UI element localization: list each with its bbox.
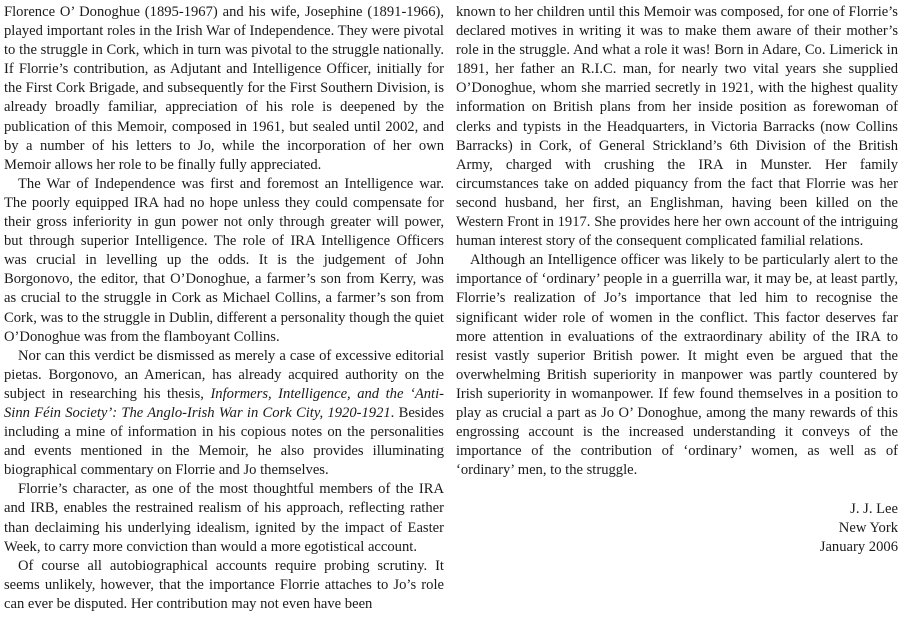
right-column — [456, 3, 898, 631]
document-page — [4, 3, 898, 631]
paragraph-borgonovo — [4, 347, 444, 481]
paragraph-scrutiny: Of course all autobiographical accounts require probing scrutiny. It seems unlikely, however, that the importance Florrie attaches to Jo’s role can ever be disputed. Her contribution may not even have been — [4, 557, 444, 612]
author-name: J. J. Lee — [850, 501, 898, 518]
signoff — [456, 500, 898, 557]
author-place: New York — [838, 520, 898, 537]
paragraph-character: Florrie’s character, as one of the most thoughtful members of the IRA and IRB, enables the restrained realism of his approach, reflecting rather than declaiming his underlying idealism, ignited by the impact of Easter Week, to carry more conviction than would a more egotistical account. — [4, 481, 444, 555]
left-column — [4, 3, 444, 631]
paragraph-borgonovo-text-b: . Besides including a mine of information in his copious notes on the personalities and events mentioned in the Memoir, he also provides illuminating biographical commentary on Florrie and Jo themselves. — [4, 404, 444, 479]
thesis-title: Informers, Intelligence, and the ‘Anti-Sinn Féin Society’: The Anglo-Irish War in Cork City, 1920-1921 — [4, 385, 444, 421]
paragraph-intro: Florence O’ Donoghue (1895-1967) and his wife, Josephine (1891-1966), played important roles in the Irish War of Independence. They were pivotal to the struggle in Cork, which in turn was pivotal to the struggle nationally. If Florrie’s contribution, as Adjutant and Intelligence Officer, initially for the First Cork Brigade, and subsequently for the First Southern Division, is already broadly familiar, appreciation of his role is deepened by the publication of this Memoir, composed in 1961, but sealed until 2002, and by a number of his letters to Jo, while the incorporation of her own Memoir allows her role to be finally fully appreciated. — [4, 4, 444, 173]
paragraph-jo-role: known to her children until this Memoir was composed, for one of Florrie’s declared motives in writing it was to make them aware of their mother’s role in the struggle. And what a role it was! Born in Adare, Co. Limerick in 1891, her father an R.I.C. man, for nearly two vital years she supplied O’Donoghue, whom she married secretly in 1921, with the highest quality information on British plans from her inside position as forewoman of clerks and typists in the Headquarters, in Victoria Barracks (now Collins Barracks) in Cork, of General Strickland’s 6th Division of the British Army, charged with crushing the IRA in Munster. Her family circumstances take on added piquancy from the fact that Florrie was her second husband, her first, an Englishman, having been killed on the Western Front in 1917. She provides here her own account of the intriguing human interest story of the consequent complicated familial relations. — [456, 4, 898, 250]
author-date: January 2006 — [819, 539, 898, 556]
paragraph-women: Although an Intelligence officer was likely to be particularly alert to the importance of ‘ordinary’ people in a guerrilla war, it may be, at least partly, Florrie’s realization of Jo’s importance that led him to recognise the significant wider role of women in the conflict. This factor deserves far more attention in evaluations of the extraordinary ability of the IRA to resist vastly superior British power. It might even be argued that the overwhelming British superiority in manpower was partly countered by Irish superiority in womanpower. If few found themselves in a position to play as crucial a part as Jo O’ Donoghue, among the many rewards of this engrossing account is the increased understanding it conveys of the importance of the contribution of ‘ordinary’ women, as well as of ‘ordinary’ men, to the struggle. — [456, 252, 898, 479]
paragraph-intelligence-war: The War of Independence was first and foremost an Intelligence war. The poorly equipped IRA had no hope unless they could compensate for their gross inferiority in gun power not only through greater will power, but through superior Intelligence. The role of IRA Intelligence Officers was crucial in levelling up the odds. It is the judgement of John Borgonovo, the editor, that O’Donoghue, a farmer’s son from Kerry, was as crucial to the struggle in Cork as Michael Collins, a farmer’s son from Cork, was to the struggle in Dublin, different a personality though the quiet O’Donoghue was from the flamboyant Collins. — [4, 175, 444, 345]
paragraph-borgonovo-text-a: Nor can this verdict be dismissed as merely a case of excessive editorial pietas. Borgonovo, an American, has already acquired authority on the subject in researching his thesis, — [4, 347, 444, 402]
